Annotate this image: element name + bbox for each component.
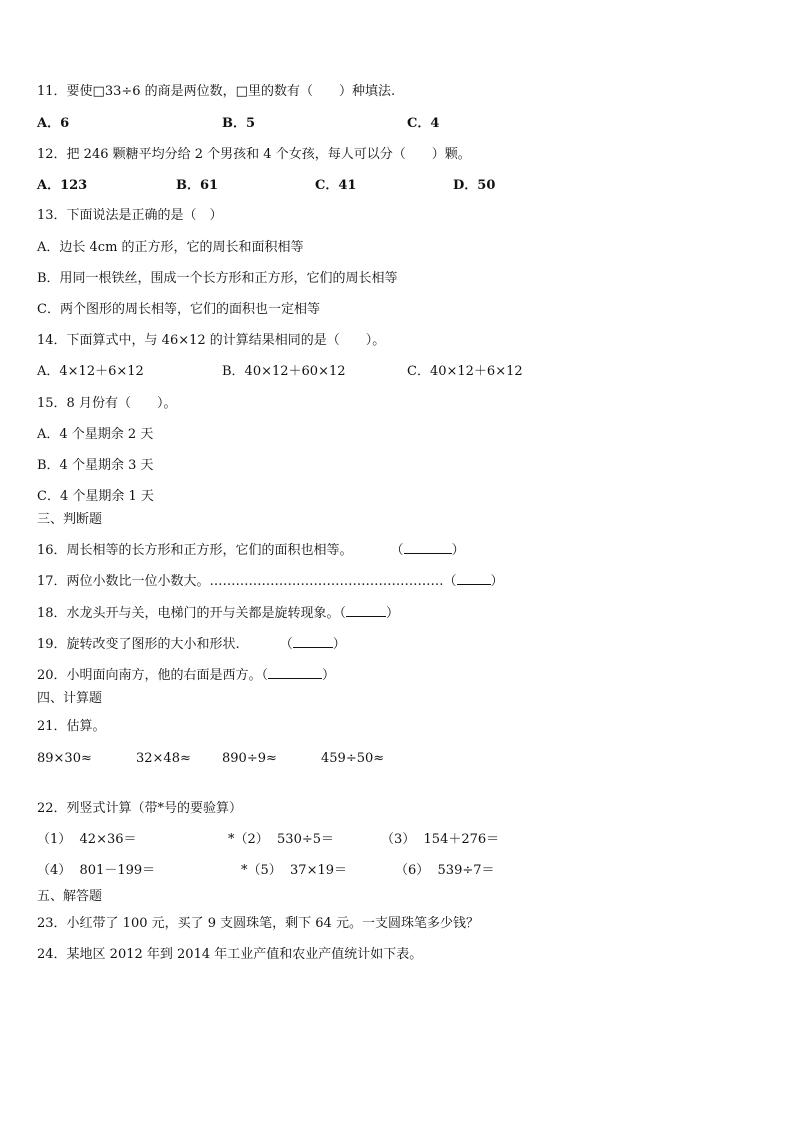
q22-item-1: （1） 42×36＝ [37, 832, 137, 847]
q11-option-c: C．4 [407, 116, 440, 131]
q14-option-b: B．40×12＋60×12 [222, 364, 346, 379]
q14-option-a: A．4×12＋6×12 [37, 364, 144, 379]
q22-item-6: （6） 539÷7＝ [395, 863, 495, 878]
q17-text: 17．两位小数比一位小数大。………………………………………………（ [37, 574, 457, 589]
q16-answer-blank[interactable] [404, 541, 452, 554]
q20-close: ） [322, 668, 336, 683]
section-heading-4: 四、计算题 [37, 691, 103, 706]
question-19 [37, 635, 346, 653]
question-17 [37, 572, 504, 590]
q22-item-4: （4） 801－199＝ [37, 863, 156, 878]
question-20 [37, 666, 335, 684]
q20-text: 20．小明面向南方，他的右面是西方。（ [37, 668, 269, 683]
question-15: 15．8 月份有（ ）。 [37, 396, 177, 411]
q15-option-c: C．4 个星期余 1 天 [37, 489, 154, 504]
q16-text: 16．周长相等的长方形和正方形，它们的面积也相等。 [37, 543, 353, 558]
q18-text: 18．水龙头开与关，电梯门的开与关都是旋转现象。（ [37, 606, 347, 621]
q19-open: （ [279, 637, 293, 652]
q22-item-3: （3） 154＋276＝ [381, 832, 500, 847]
q12-option-c: C．41 [315, 178, 357, 193]
question-22: 22．列竖式计算（带*号的要验算） [37, 801, 243, 816]
q20-answer-blank[interactable] [268, 666, 322, 679]
q18-close: ） [386, 606, 400, 621]
q13-option-a: A．边长 4cm 的正方形，它的周长和面积相等 [37, 240, 304, 255]
q22-item-2: *（2） 530÷5＝ [228, 832, 335, 847]
question-18 [37, 604, 399, 622]
q18-answer-blank[interactable] [346, 604, 386, 617]
q13-option-c: C．两个图形的周长相等，它们的面积也一定相等 [37, 302, 320, 317]
q12-option-d: D．50 [453, 178, 496, 193]
q19-text: 19．旋转改变了图形的大小和形状. [37, 637, 240, 652]
q15-option-b: B．4 个星期余 3 天 [37, 458, 154, 473]
question-16 [37, 541, 465, 559]
question-14: 14．下面算式中，与 46×12 的计算结果相同的是（ ）。 [37, 333, 386, 348]
q17-close: ） [490, 574, 504, 589]
q15-option-a: A．4 个星期余 2 天 [37, 427, 154, 442]
section-heading-3: 三、判断题 [37, 512, 103, 527]
q17-answer-blank[interactable] [457, 572, 491, 585]
q21-item-1: 89×30≈ [37, 751, 92, 766]
q16-open: （ [390, 543, 404, 558]
q16-close: ） [451, 543, 465, 558]
question-21: 21．估算。 [37, 719, 106, 734]
q22-item-5: *（5） 37×19＝ [241, 863, 348, 878]
question-13: 13．下面说法是正确的是（ ） [37, 208, 223, 223]
q21-item-2: 32×48≈ [136, 751, 191, 766]
q21-item-4: 459÷50≈ [321, 751, 385, 766]
q11-option-a: A．6 [37, 116, 70, 131]
question-23: 23．小红带了 100 元，买了 9 支圆珠笔，剩下 64 元。一支圆珠笔多少钱？ [37, 916, 479, 931]
q13-option-b: B．用同一根铁丝，围成一个长方形和正方形，它们的周长相等 [37, 271, 398, 286]
q11-option-b: B．5 [222, 116, 256, 131]
q21-item-3: 890÷9≈ [222, 751, 277, 766]
q19-close: ） [332, 637, 346, 652]
question-11: 11．要使□33÷6 的商是两位数，□里的数有（ ）种填法. [37, 84, 396, 99]
question-24: 24．某地区 2012 年到 2014 年工业产值和农业产值统计如下表。 [37, 947, 423, 962]
q12-option-a: A．123 [37, 178, 88, 193]
q14-option-c: C．40×12＋6×12 [407, 364, 523, 379]
question-12: 12．把 246 颗糖平均分给 2 个男孩和 4 个女孩，每人可以分（ ）颗。 [37, 147, 471, 162]
section-heading-5: 五、解答题 [37, 889, 103, 904]
q12-option-b: B．61 [176, 178, 219, 193]
q19-answer-blank[interactable] [293, 635, 333, 648]
